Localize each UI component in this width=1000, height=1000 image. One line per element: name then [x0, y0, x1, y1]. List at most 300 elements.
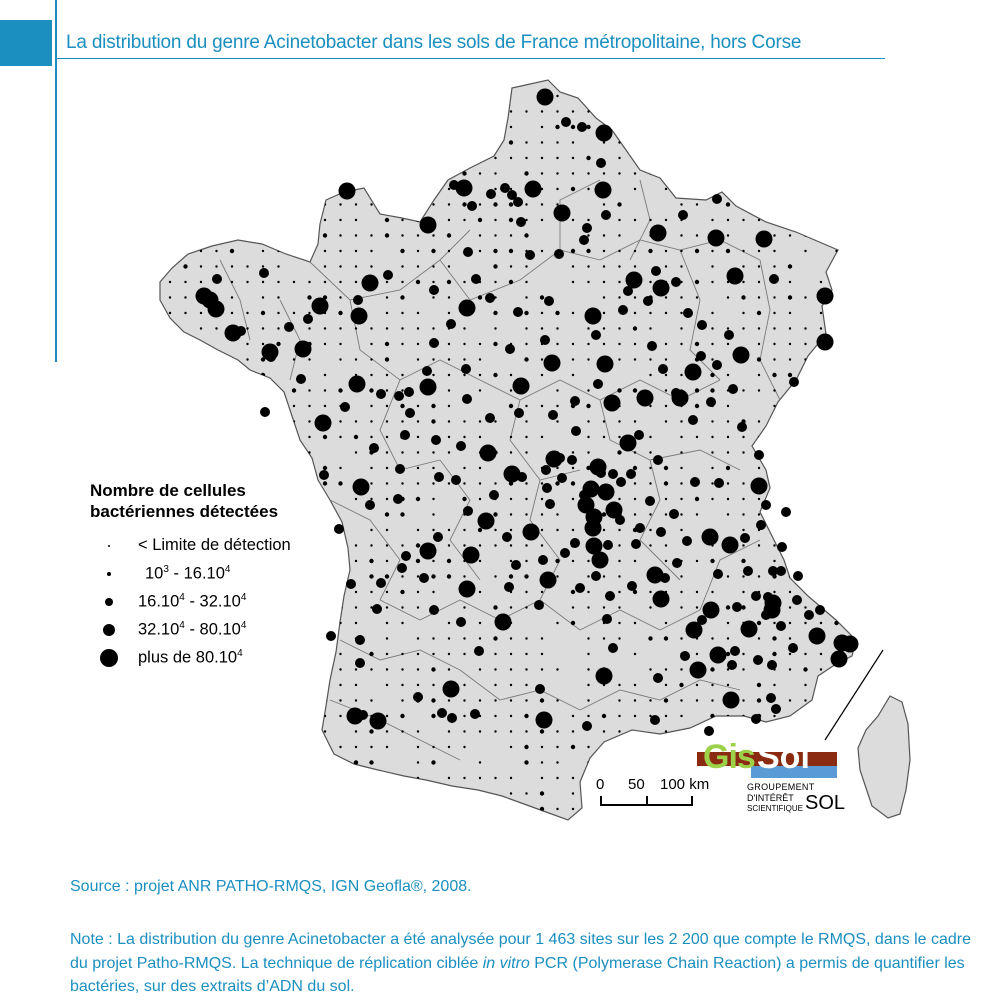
site-dot-below-detection: [463, 219, 465, 221]
site-dot-below-detection: [742, 653, 744, 655]
site-dot-class4: [513, 378, 530, 395]
site-dot-class1: [478, 528, 482, 532]
site-dot-below-detection: [758, 544, 760, 546]
site-dot-below-detection: [215, 110, 217, 112]
site-dot-below-detection: [742, 389, 744, 391]
site-dot-below-detection: [246, 312, 248, 314]
site-dot-class1: [323, 481, 327, 485]
site-dot-class4: [480, 445, 497, 462]
site-dot-below-detection: [231, 684, 233, 686]
site-dot-class3: [608, 469, 618, 479]
site-dot-class4: [420, 217, 437, 234]
site-dot-below-detection: [417, 730, 419, 732]
site-dot-below-detection: [386, 389, 388, 391]
site-dot-class1: [369, 94, 373, 98]
site-dot-below-detection: [510, 777, 512, 779]
site-dot-below-detection: [401, 544, 403, 546]
site-dot-below-detection: [324, 389, 326, 391]
site-dot-below-detection: [277, 265, 279, 267]
site-dot-class1: [292, 481, 296, 485]
site-dot-below-detection: [789, 312, 791, 314]
site-dot-below-detection: [804, 699, 806, 701]
site-dot-below-detection: [494, 188, 496, 190]
site-dot-below-detection: [649, 374, 651, 376]
site-dot-below-detection: [200, 777, 202, 779]
site-dot-below-detection: [215, 95, 217, 97]
site-dot-below-detection: [184, 219, 186, 221]
site-dot-class4: [592, 552, 609, 569]
site-dot-class1: [617, 450, 621, 454]
site-dot-below-detection: [618, 420, 620, 422]
site-dot-below-detection: [525, 203, 527, 205]
site-dot-below-detection: [448, 389, 450, 391]
site-dot-below-detection: [246, 110, 248, 112]
site-dot-class3: [712, 194, 722, 204]
site-dot-below-detection: [448, 792, 450, 794]
site-dot-below-detection: [262, 296, 264, 298]
site-dot-below-detection: [324, 792, 326, 794]
site-dot-below-detection: [386, 606, 388, 608]
site-dot-class1: [509, 202, 513, 206]
site-dot-below-detection: [200, 250, 202, 252]
site-dot-class3: [751, 591, 761, 601]
site-dot-class1: [695, 497, 699, 501]
site-dot-class3: [326, 631, 336, 641]
site-dot-below-detection: [587, 358, 589, 360]
site-dot-below-detection: [277, 730, 279, 732]
site-dot-below-detection: [479, 544, 481, 546]
site-dot-below-detection: [355, 730, 357, 732]
site-dot-below-detection: [742, 668, 744, 670]
site-dot-below-detection: [587, 327, 589, 329]
site-dot-below-detection: [355, 250, 357, 252]
site-dot-below-detection: [742, 327, 744, 329]
site-dot-below-detection: [665, 715, 667, 717]
site-dot-below-detection: [479, 560, 481, 562]
site-dot-below-detection: [231, 761, 233, 763]
site-dot-below-detection: [572, 358, 574, 360]
site-dot-below-detection: [680, 343, 682, 345]
site-dot-below-detection: [587, 281, 589, 283]
site-dot-below-detection: [603, 730, 605, 732]
site-dot-class3: [626, 469, 636, 479]
site-dot-below-detection: [417, 606, 419, 608]
site-dot-below-detection: [587, 699, 589, 701]
site-dot-class1: [633, 466, 637, 470]
note-text: [70, 928, 990, 999]
site-dot-below-detection: [634, 560, 636, 562]
site-dot-below-detection: [417, 808, 419, 810]
site-dot-below-detection: [789, 544, 791, 546]
site-dot-below-detection: [262, 730, 264, 732]
site-dot-below-detection: [618, 544, 620, 546]
site-dot-below-detection: [293, 141, 295, 143]
site-dot-below-detection: [494, 141, 496, 143]
site-dot-class4: [353, 479, 370, 496]
site-dot-below-detection: [215, 219, 217, 221]
site-dot-below-detection: [355, 265, 357, 267]
site-dot-below-detection: [308, 668, 310, 670]
site-dot-below-detection: [432, 126, 434, 128]
site-dot-class4: [604, 395, 621, 412]
site-dot-below-detection: [308, 188, 310, 190]
site-dot-class3: [376, 389, 386, 399]
site-dot-below-detection: [184, 808, 186, 810]
site-dot-below-detection: [231, 265, 233, 267]
site-dot-class3: [540, 335, 550, 345]
site-dot-below-detection: [324, 746, 326, 748]
site-dot-below-detection: [525, 141, 527, 143]
site-dot-below-detection: [246, 451, 248, 453]
site-dot-below-detection: [649, 668, 651, 670]
site-dot-below-detection: [401, 420, 403, 422]
site-dot-class4: [540, 572, 557, 589]
site-dot-below-detection: [324, 622, 326, 624]
site-dot-below-detection: [525, 327, 527, 329]
site-dot-class1: [416, 497, 420, 501]
site-dot-below-detection: [572, 560, 574, 562]
site-dot-class1: [400, 512, 404, 516]
site-dot-below-detection: [386, 312, 388, 314]
site-dot-below-detection: [680, 141, 682, 143]
site-dot-below-detection: [355, 327, 357, 329]
site-dot-below-detection: [448, 699, 450, 701]
site-dot-class1: [447, 559, 451, 563]
site-dot-class1: [261, 466, 265, 470]
site-dot-below-detection: [184, 467, 186, 469]
site-dot-below-detection: [696, 172, 698, 174]
site-dot-class1: [245, 156, 249, 160]
site-dot-class3: [437, 708, 447, 718]
site-dot-below-detection: [448, 653, 450, 655]
site-dot-below-detection: [634, 808, 636, 810]
site-dot-below-detection: [556, 622, 558, 624]
site-dot-below-detection: [339, 296, 341, 298]
site-dot-below-detection: [711, 265, 713, 267]
site-dot-below-detection: [448, 343, 450, 345]
site-dot-below-detection: [355, 591, 357, 593]
site-dot-below-detection: [169, 777, 171, 779]
site-dot-below-detection: [479, 172, 481, 174]
site-dot-below-detection: [184, 420, 186, 422]
site-dot-class1: [230, 249, 234, 253]
site-dot-below-detection: [773, 467, 775, 469]
site-dot-below-detection: [246, 436, 248, 438]
site-dot-class1: [199, 342, 203, 346]
site-dot-below-detection: [401, 730, 403, 732]
site-dot-below-detection: [773, 529, 775, 531]
site-dot-below-detection: [370, 265, 372, 267]
site-dot-class3: [393, 494, 403, 504]
site-dot-class1: [369, 652, 373, 656]
site-dot-class3: [303, 314, 313, 324]
site-dot-below-detection: [324, 327, 326, 329]
site-dot-below-detection: [510, 637, 512, 639]
site-dot-class1: [571, 481, 575, 485]
site-dot-class1: [772, 497, 776, 501]
site-dot-below-detection: [432, 296, 434, 298]
scale-label-50: 50: [628, 776, 645, 793]
site-dot-class1: [788, 187, 792, 191]
site-dot-below-detection: [727, 730, 729, 732]
site-dot-below-detection: [448, 420, 450, 422]
site-dot-below-detection: [355, 451, 357, 453]
site-dot-below-detection: [355, 560, 357, 562]
site-dot-below-detection: [541, 436, 543, 438]
site-dot-below-detection: [680, 529, 682, 531]
site-dot-below-detection: [386, 374, 388, 376]
site-dot-class1: [788, 218, 792, 222]
site-dot-class3: [672, 558, 682, 568]
site-dot-class1: [602, 714, 606, 718]
site-dot-class3: [538, 555, 548, 565]
site-dot-class1: [214, 466, 218, 470]
site-dot-below-detection: [432, 653, 434, 655]
site-dot-below-detection: [634, 653, 636, 655]
site-dot-class3: [678, 210, 688, 220]
site-dot-below-detection: [324, 126, 326, 128]
site-dot-below-detection: [510, 699, 512, 701]
site-dot-class3: [756, 520, 766, 530]
site-dot-below-detection: [510, 389, 512, 391]
site-dot-below-detection: [479, 374, 481, 376]
site-dot-below-detection: [820, 405, 822, 407]
site-dot-below-detection: [293, 281, 295, 283]
site-dot-class3: [433, 532, 443, 542]
gissol-logo: [697, 738, 847, 818]
site-dot-below-detection: [525, 591, 527, 593]
site-dot-below-detection: [727, 327, 729, 329]
site-dot-class1: [524, 233, 528, 237]
site-dot-below-detection: [758, 219, 760, 221]
site-dot-class1: [230, 435, 234, 439]
site-dot-below-detection: [293, 529, 295, 531]
site-dot-below-detection: [308, 436, 310, 438]
site-dot-below-detection: [417, 234, 419, 236]
site-dot-class3: [690, 477, 700, 487]
site-dot-class1: [199, 171, 203, 175]
site-dot-class3: [567, 455, 577, 465]
site-dot-below-detection: [556, 157, 558, 159]
site-dot-below-detection: [339, 265, 341, 267]
site-dot-class4: [733, 347, 750, 364]
site-dot-below-detection: [649, 281, 651, 283]
site-dot-below-detection: [308, 281, 310, 283]
site-dot-below-detection: [556, 575, 558, 577]
site-dot-below-detection: [789, 730, 791, 732]
site-dot-below-detection: [525, 606, 527, 608]
site-dot-class1: [385, 512, 389, 516]
legend-class4-base: plus de 80.10: [138, 648, 238, 667]
site-dot-below-detection: [401, 157, 403, 159]
site-dot-below-detection: [525, 436, 527, 438]
site-dot-class1: [803, 543, 807, 547]
site-dot-below-detection: [479, 234, 481, 236]
site-dot-class1: [369, 388, 373, 392]
site-dot-below-detection: [603, 420, 605, 422]
site-dot-below-detection: [603, 141, 605, 143]
site-dot-below-detection: [603, 281, 605, 283]
site-dot-below-detection: [556, 405, 558, 407]
site-dot-below-detection: [572, 157, 574, 159]
site-dot-below-detection: [463, 529, 465, 531]
site-dot-below-detection: [618, 591, 620, 593]
site-dot-class1: [602, 512, 606, 516]
site-dot-class4: [686, 622, 703, 639]
site-dot-below-detection: [200, 312, 202, 314]
site-dot-below-detection: [541, 219, 543, 221]
site-dot-class3: [446, 319, 456, 329]
legend-label-class3: [138, 620, 246, 640]
site-dot-below-detection: [556, 668, 558, 670]
site-dot-below-detection: [448, 544, 450, 546]
site-dot-class3: [582, 223, 592, 233]
site-dot-below-detection: [804, 296, 806, 298]
site-dot-below-detection: [448, 529, 450, 531]
site-dot-below-detection: [184, 203, 186, 205]
site-dot-class1: [478, 218, 482, 222]
site-dot-class1: [493, 311, 497, 315]
site-dot-class3: [548, 410, 558, 420]
site-dot-class1: [416, 140, 420, 144]
site-dot-below-detection: [758, 637, 760, 639]
site-dot-below-detection: [742, 126, 744, 128]
site-dot-below-detection: [603, 637, 605, 639]
site-dot-below-detection: [541, 637, 543, 639]
site-dot-below-detection: [463, 110, 465, 112]
site-dot-below-detection: [665, 544, 667, 546]
site-dot-below-detection: [355, 95, 357, 97]
site-dot-below-detection: [231, 110, 233, 112]
site-dot-below-detection: [479, 126, 481, 128]
site-dot-below-detection: [401, 219, 403, 221]
site-dot-below-detection: [572, 219, 574, 221]
site-dot-class3: [793, 571, 803, 581]
site-dot-class1: [664, 698, 668, 702]
site-dot-below-detection: [293, 699, 295, 701]
site-dot-below-detection: [169, 250, 171, 252]
site-dot-below-detection: [773, 312, 775, 314]
site-dot-below-detection: [184, 405, 186, 407]
site-dot-below-detection: [711, 637, 713, 639]
site-dot-below-detection: [308, 157, 310, 159]
site-dot-below-detection: [231, 141, 233, 143]
scale-tick-50: [646, 796, 648, 806]
scale-tick-100: [691, 796, 693, 806]
site-dot-below-detection: [587, 715, 589, 717]
site-dot-below-detection: [556, 95, 558, 97]
site-dot-class3: [767, 660, 777, 670]
site-dot-below-detection: [804, 327, 806, 329]
site-dot-class3: [502, 532, 512, 542]
site-dot-below-detection: [727, 498, 729, 500]
site-dot-class1: [369, 776, 373, 780]
site-dot-below-detection: [463, 281, 465, 283]
site-dot-below-detection: [525, 343, 527, 345]
site-dot-below-detection: [572, 172, 574, 174]
site-dot-class3: [570, 538, 580, 548]
site-dot-below-detection: [432, 95, 434, 97]
site-dot-class1: [834, 264, 838, 268]
site-dot-below-detection: [432, 188, 434, 190]
site-dot-below-detection: [479, 637, 481, 639]
site-dot-below-detection: [355, 219, 357, 221]
site-dot-below-detection: [324, 250, 326, 252]
site-dot-class4: [809, 628, 826, 645]
site-dot-below-detection: [401, 668, 403, 670]
legend-class1-exp2: 4: [224, 564, 231, 575]
site-dot-class1: [431, 249, 435, 253]
site-dot-below-detection: [463, 715, 465, 717]
site-dot-below-detection: [432, 482, 434, 484]
site-dot-below-detection: [432, 808, 434, 810]
site-dot-below-detection: [634, 296, 636, 298]
site-dot-class4: [370, 713, 387, 730]
site-dot-below-detection: [262, 451, 264, 453]
site-dot-below-detection: [215, 746, 217, 748]
site-dot-below-detection: [587, 110, 589, 112]
logo-subtitle-2: D'INTÉRÊT: [747, 793, 794, 803]
site-dot-below-detection: [401, 622, 403, 624]
site-dot-class3: [534, 600, 544, 610]
site-dot-class3: [355, 658, 365, 668]
site-dot-below-detection: [401, 808, 403, 810]
scale-tick-0: [600, 796, 602, 806]
site-dot-below-detection: [711, 281, 713, 283]
site-dot-below-detection: [742, 203, 744, 205]
site-dot-class3: [394, 391, 404, 401]
site-dot-below-detection: [804, 606, 806, 608]
site-dot-class4: [620, 435, 637, 452]
site-dot-below-detection: [804, 467, 806, 469]
site-dot-below-detection: [339, 746, 341, 748]
site-dot-below-detection: [680, 482, 682, 484]
site-dot-below-detection: [494, 575, 496, 577]
site-dot-below-detection: [525, 668, 527, 670]
site-dot-below-detection: [835, 684, 837, 686]
site-dot-below-detection: [789, 606, 791, 608]
site-dot-class1: [648, 636, 652, 640]
site-dot-class3: [634, 430, 644, 440]
site-dot-below-detection: [277, 296, 279, 298]
site-dot-below-detection: [370, 141, 372, 143]
site-dot-below-detection: [401, 327, 403, 329]
site-dot-class1: [493, 373, 497, 377]
site-dot-class1: [772, 202, 776, 206]
site-dot-below-detection: [184, 699, 186, 701]
site-dot-below-detection: [463, 699, 465, 701]
site-dot-below-detection: [758, 95, 760, 97]
site-dot-below-detection: [215, 250, 217, 252]
site-dot-below-detection: [820, 420, 822, 422]
site-dot-below-detection: [417, 265, 419, 267]
site-dot-below-detection: [448, 95, 450, 97]
site-dot-class1: [509, 218, 513, 222]
site-dot-below-detection: [215, 234, 217, 236]
site-dot-class1: [710, 388, 714, 392]
site-dot-class1: [323, 497, 327, 501]
site-dot-below-detection: [494, 715, 496, 717]
site-dot-below-detection: [758, 126, 760, 128]
site-dot-below-detection: [804, 730, 806, 732]
site-dot-class4: [504, 466, 521, 483]
site-dot-class4: [831, 651, 848, 668]
site-dot-below-detection: [727, 296, 729, 298]
site-dot-below-detection: [293, 95, 295, 97]
site-dot-below-detection: [649, 591, 651, 593]
site-dot-below-detection: [169, 157, 171, 159]
site-dot-class1: [230, 388, 234, 392]
